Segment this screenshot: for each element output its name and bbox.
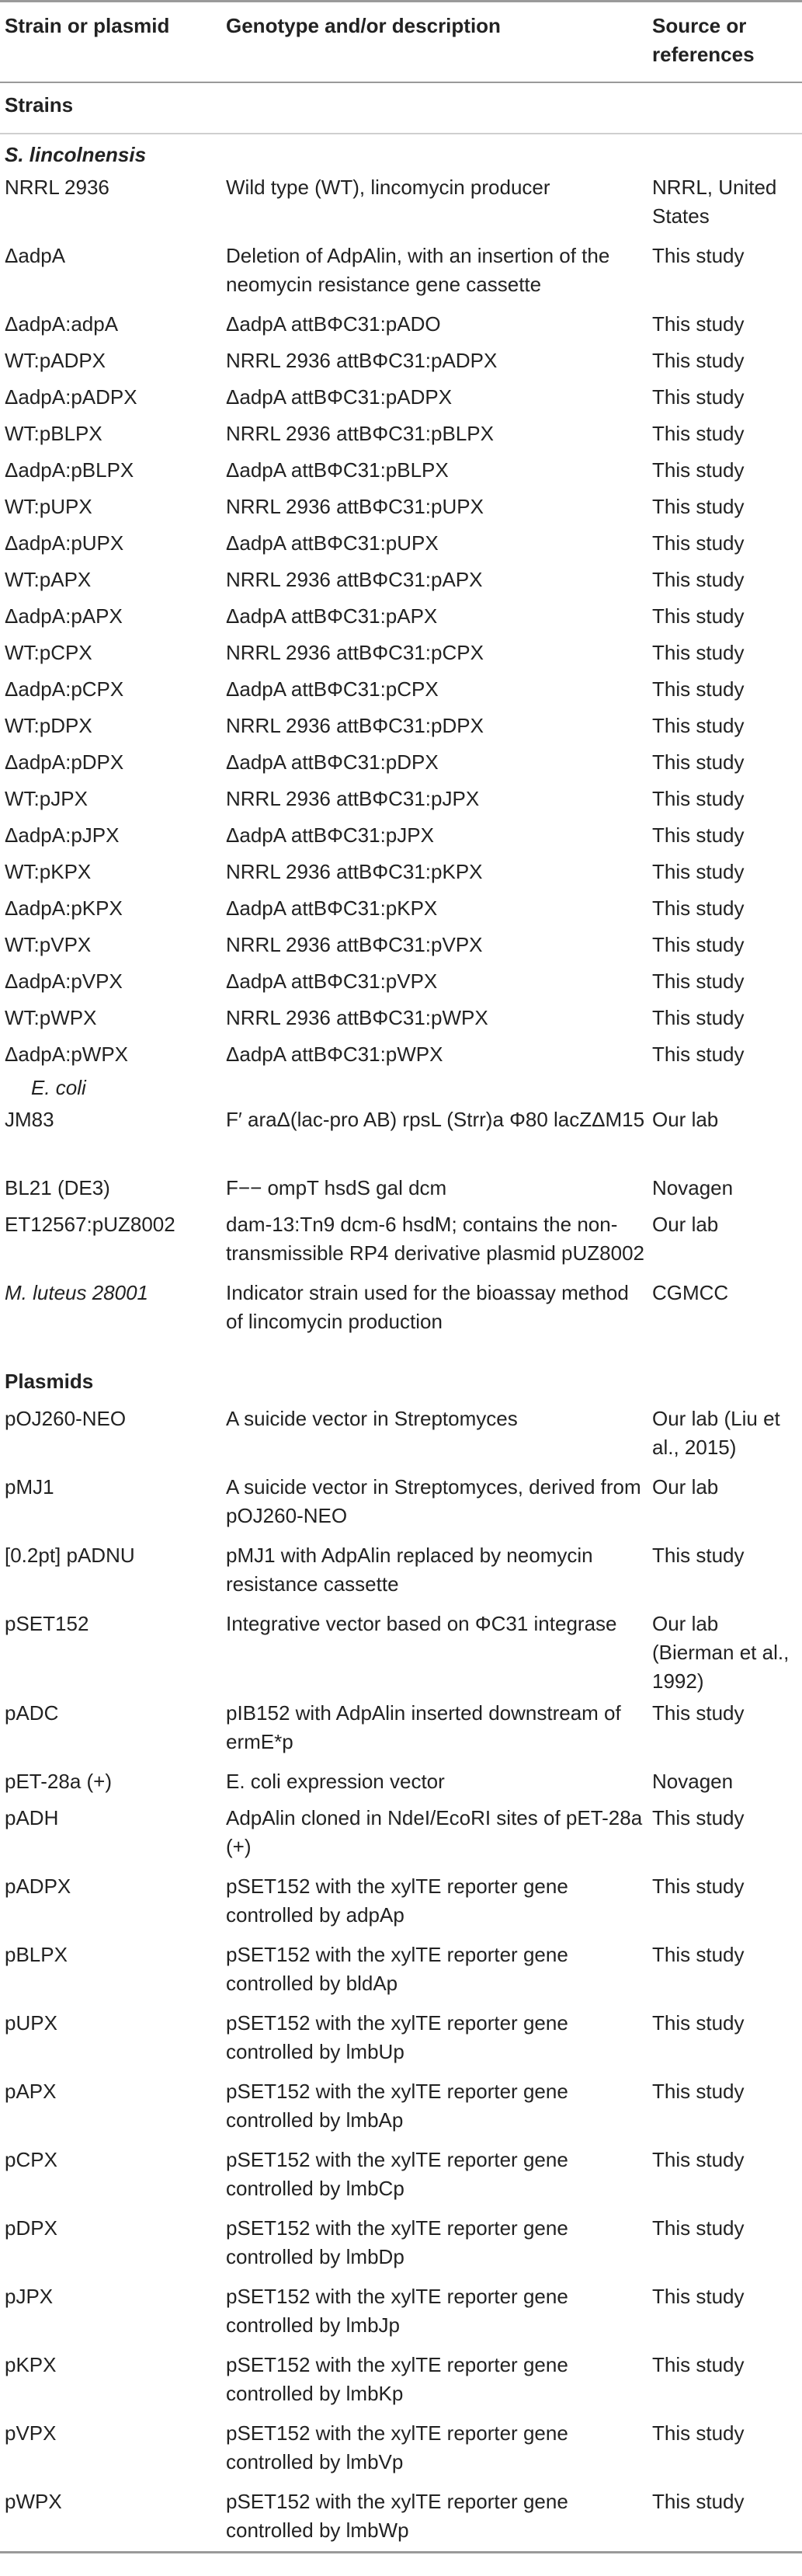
plasmid-name: pADC: [5, 1701, 59, 1725]
plasmid-source: This study: [648, 2484, 802, 2553]
subsection-e-coli: [0, 1074, 802, 1102]
plasmid-name: pWPX: [0, 2484, 221, 2553]
section-strains: [0, 82, 802, 134]
plasmid-description: pSET152 with the xylTE reporter gene controlled by adpAp: [226, 1874, 568, 1927]
plasmid-source: This study: [652, 1874, 745, 1898]
strain-genotype: NRRL 2936 attBΦC31:pVPX: [226, 932, 483, 956]
header-strain: Strain or plasmid: [0, 2, 221, 82]
table-row: [0, 964, 802, 1001]
plasmid-description: Integrative vector based on ΦC31 integrase: [226, 1611, 617, 1635]
table-row: [0, 891, 802, 928]
strain-source: This study: [652, 750, 745, 774]
table-row: [0, 1207, 802, 1276]
subsection-s-lincolnensis: [0, 134, 802, 170]
plasmid-name: pBLPX: [5, 1942, 68, 1966]
strain-source: This study: [652, 1005, 745, 1029]
strain-source: Our lab: [652, 1107, 719, 1131]
plasmid-source: This study: [652, 1543, 745, 1567]
table-row: [0, 928, 802, 964]
plasmid-name: pAPX: [5, 2079, 57, 2103]
strain-source: This study: [652, 567, 745, 591]
strain-name: ΔadpA:pVPX: [5, 969, 123, 993]
table-row: [0, 562, 802, 599]
strain-name: NRRL 2936: [5, 175, 109, 199]
strain-genotype: NRRL 2936 attBΦC31:pKPX: [226, 859, 483, 883]
plasmid-description: pMJ1 with AdpAlin replaced by neomycin resistance cassette: [226, 1543, 593, 1596]
strain-source: This study: [652, 421, 745, 445]
plasmid-source: This study: [652, 2284, 745, 2308]
strain-genotype: ΔadpA attBΦC31:pJPX: [226, 823, 434, 847]
plasmid-name: pMJ1: [5, 1474, 54, 1499]
strain-source: This study: [652, 823, 745, 847]
strain-genotype: Deletion of AdpAlin, with an insertion of the neomycin resistance gene cassette: [226, 243, 610, 296]
header-row: [0, 2, 802, 82]
strain-name: ΔadpA:pWPX: [5, 1042, 128, 1066]
table-row: [0, 1276, 802, 1344]
section-plasmids: [0, 1344, 802, 1401]
strain-genotype: ΔadpA attBΦC31:pKPX: [226, 896, 438, 920]
strain-source: This study: [652, 312, 745, 336]
plasmid-source: This study: [652, 2216, 745, 2240]
strain-source: This study: [652, 713, 745, 737]
plasmid-source: This study: [652, 1701, 745, 1725]
table-row: [0, 599, 802, 635]
table-row: [0, 1607, 802, 1696]
table-row: [0, 453, 802, 489]
table-row: [0, 2074, 802, 2143]
strain-source: This study: [652, 385, 745, 409]
strain-name: ΔadpA:pBLPX: [5, 458, 134, 482]
plasmid-source: This study: [652, 2079, 745, 2103]
plasmid-name: pADH: [5, 1805, 59, 1829]
strain-name: ΔadpA:pUPX: [5, 531, 124, 555]
plasmid-description: pSET152 with the xylTE reporter gene controlled by lmbCp: [226, 2147, 568, 2200]
strain-genotype: F′ araΔ(lac-pro AB) rpsL (Strr)a Φ80 lacZΔM15: [226, 1107, 645, 1131]
strain-name: WT:pVPX: [5, 932, 92, 956]
table-row: [0, 2416, 802, 2484]
strain-source: This study: [652, 859, 745, 883]
table-row: [0, 343, 802, 380]
plasmid-name: pDPX: [5, 2216, 57, 2240]
plasmid-description: A suicide vector in Streptomyces: [226, 1406, 518, 1430]
strain-genotype: NRRL 2936 attBΦC31:pDPX: [226, 713, 484, 737]
strain-genotype: ΔadpA attBΦC31:pVPX: [226, 969, 438, 993]
plasmid-description: pIB152 with AdpAlin inserted downstream of ermE*p: [226, 1701, 621, 1753]
strain-name: WT:pKPX: [5, 859, 92, 883]
strain-genotype: dam-13:Tn9 dcm-6 hsdM; contains the non-transmissible RP4 derivative plasmid pUZ8002: [226, 1212, 645, 1265]
strain-name: M. luteus 28001: [5, 1280, 149, 1304]
strain-source: This study: [652, 640, 745, 664]
strain-name: WT:pBLPX: [5, 421, 102, 445]
plasmid-description: AdpAlin cloned in NdeI/EcoRI sites of pET-28a (+): [226, 1805, 643, 1858]
plasmid-source: Our lab (Liu et al., 2015): [652, 1406, 780, 1459]
table-row: [0, 2006, 802, 2074]
table-row: [0, 1470, 802, 1538]
plasmid-source: Novagen: [652, 1769, 734, 1793]
table-row: [0, 380, 802, 416]
strain-name: WT:pDPX: [5, 713, 92, 737]
strain-genotype: Wild type (WT), lincomycin producer: [226, 175, 550, 199]
strain-source: This study: [652, 1042, 745, 1066]
strain-source: Novagen: [652, 1175, 734, 1199]
strain-genotype: NRRL 2936 attBΦC31:pBLPX: [226, 421, 494, 445]
table-row: [0, 1937, 802, 2006]
strain-genotype: NRRL 2936 attBΦC31:pUPX: [226, 494, 484, 518]
strain-name: WT:pWPX: [5, 1005, 97, 1029]
strain-name: WT:pAPX: [5, 567, 92, 591]
strain-genotype: ΔadpA attBΦC31:pDPX: [226, 750, 439, 774]
strain-name: WT:pCPX: [5, 640, 92, 664]
strain-name: ΔadpA:pCPX: [5, 677, 124, 701]
strain-source: This study: [652, 604, 745, 628]
strain-name: WT:pJPX: [5, 786, 88, 810]
strain-source: This study: [652, 243, 745, 267]
table-row: [0, 708, 802, 745]
plasmid-description: pSET152 with the xylTE reporter gene controlled by lmbKp: [226, 2352, 568, 2405]
subsection-s-lincolnensis-label: S. lincolnensis: [5, 142, 147, 166]
strain-genotype: ΔadpA attBΦC31:pUPX: [226, 531, 439, 555]
strain-name: WT:pADPX: [5, 348, 106, 372]
strain-name: ΔadpA: [5, 243, 66, 267]
strain-genotype: NRRL 2936 attBΦC31:pCPX: [226, 640, 484, 664]
subsection-e-coli-label: E. coli: [31, 1075, 86, 1099]
table-row: [0, 1764, 802, 1801]
strain-source: NRRL, United States: [652, 175, 777, 228]
strain-genotype: Indicator strain used for the bioassay method of lincomycin production: [226, 1280, 629, 1333]
plasmid-name: pOJ260-NEO: [5, 1406, 127, 1430]
table-row: [0, 307, 802, 343]
plasmid-source: Our lab: [652, 1474, 719, 1499]
strain-source: Our lab: [652, 1212, 719, 1236]
plasmid-name: pSET152: [5, 1611, 89, 1635]
strain-source: CGMCC: [652, 1280, 729, 1304]
strain-source: This study: [652, 896, 745, 920]
strain-source: This study: [652, 786, 745, 810]
table-row: [0, 2484, 802, 2553]
strain-genotype: F−− ompT hsdS gal dcm: [226, 1175, 447, 1199]
strain-genotype: ΔadpA attBΦC31:pBLPX: [226, 458, 449, 482]
table-row: [0, 238, 802, 307]
table-row: [0, 489, 802, 526]
plasmid-source: This study: [652, 2147, 745, 2171]
plasmid-name: pJPX: [5, 2284, 54, 2308]
plasmid-description: A suicide vector in Streptomyces, derived from pOJ260-NEO: [226, 1474, 641, 1527]
strain-source: This study: [652, 531, 745, 555]
table-row: [0, 1001, 802, 1037]
strain-genotype: ΔadpA attBΦC31:pADO: [226, 312, 441, 336]
strain-name: ΔadpA:pAPX: [5, 604, 123, 628]
strain-genotype: ΔadpA attBΦC31:pCPX: [226, 677, 439, 701]
section-strains-label: Strains: [0, 82, 802, 134]
plasmid-source: This study: [652, 2352, 745, 2376]
strain-name: JM83: [5, 1107, 54, 1131]
plasmid-name: pET-28a (+): [5, 1769, 113, 1793]
strain-source: This study: [652, 458, 745, 482]
plasmid-name: pUPX: [5, 2010, 57, 2035]
table-row: [0, 1696, 802, 1764]
section-plasmids-label: Plasmids: [5, 1369, 94, 1393]
table-row: [0, 745, 802, 782]
strain-name: ΔadpA:pDPX: [5, 750, 124, 774]
plasmid-description: pSET152 with the xylTE reporter gene controlled by lmbAp: [226, 2079, 568, 2132]
plasmid-description: E. coli expression vector: [226, 1769, 445, 1793]
plasmid-name: [0.2pt] pADNU: [5, 1543, 135, 1567]
strain-source: This study: [652, 677, 745, 701]
strain-source: This study: [652, 348, 745, 372]
plasmid-description: pSET152 with the xylTE reporter gene controlled by lmbDp: [226, 2216, 568, 2268]
table-row: [0, 2279, 802, 2348]
table-row: [0, 1171, 802, 1207]
table-row: [0, 1401, 802, 1470]
plasmid-name: pKPX: [5, 2352, 57, 2376]
strain-name: ΔadpA:pKPX: [5, 896, 123, 920]
strain-name: WT:pUPX: [5, 494, 92, 518]
strain-name: BL21 (DE3): [5, 1175, 110, 1199]
plasmid-source: This study: [652, 1942, 745, 1966]
table-row: [0, 526, 802, 562]
plasmid-name: pCPX: [5, 2147, 57, 2171]
strain-name: ET12567:pUZ8002: [5, 1212, 175, 1236]
strain-source: This study: [652, 969, 745, 993]
plasmid-description: pSET152 with the xylTE reporter gene controlled by lmbJp: [226, 2284, 568, 2337]
strain-genotype: NRRL 2936 attBΦC31:pWPX: [226, 1005, 488, 1029]
strain-genotype: ΔadpA attBΦC31:pADPX: [226, 385, 453, 409]
plasmid-description: pSET152 with the xylTE reporter gene controlled by bldAp: [226, 1942, 568, 1995]
table-row: [0, 855, 802, 891]
plasmid-source: This study: [652, 2010, 745, 2035]
table-row: [0, 1538, 802, 1607]
table-row: [0, 1801, 802, 1869]
plasmid-name: pADPX: [5, 1874, 71, 1898]
strain-source: This study: [652, 494, 745, 518]
strain-genotype: NRRL 2936 attBΦC31:pADPX: [226, 348, 498, 372]
strain-source: This study: [652, 932, 745, 956]
table-row: [0, 1102, 802, 1171]
plasmid-description: pSET152 with the xylTE reporter gene controlled by lmbVp: [226, 2421, 568, 2473]
table-row: [0, 672, 802, 708]
table-row: [0, 635, 802, 672]
plasmid-source: This study: [652, 2421, 745, 2445]
strain-genotype: ΔadpA attBΦC31:pWPX: [226, 1042, 443, 1066]
plasmid-description: pSET152 with the xylTE reporter gene controlled by lmbWp: [221, 2484, 648, 2553]
plasmid-source: Our lab (Bierman et al., 1992): [652, 1611, 790, 1693]
strain-genotype: NRRL 2936 attBΦC31:pJPX: [226, 786, 480, 810]
header-genotype: Genotype and/or description: [221, 2, 648, 82]
table-row: [0, 1037, 802, 1074]
strain-name: ΔadpA:adpA: [5, 312, 119, 336]
table-row: [0, 2348, 802, 2416]
strain-name: ΔadpA:pADPX: [5, 385, 137, 409]
plasmid-source: This study: [652, 1805, 745, 1829]
table-row: [0, 818, 802, 855]
table-row: [0, 1869, 802, 1937]
strain-genotype: ΔadpA attBΦC31:pAPX: [226, 604, 438, 628]
strain-genotype: NRRL 2936 attBΦC31:pAPX: [226, 567, 483, 591]
plasmid-name: pVPX: [5, 2421, 57, 2445]
table-row: [0, 2211, 802, 2279]
plasmid-description: pSET152 with the xylTE reporter gene controlled by lmbUp: [226, 2010, 568, 2063]
header-source: Source or references: [648, 2, 802, 82]
table-row: [0, 2143, 802, 2211]
strain-name: ΔadpA:pJPX: [5, 823, 120, 847]
table-row: [0, 416, 802, 453]
table-row: [0, 170, 802, 238]
table-row: [0, 782, 802, 818]
